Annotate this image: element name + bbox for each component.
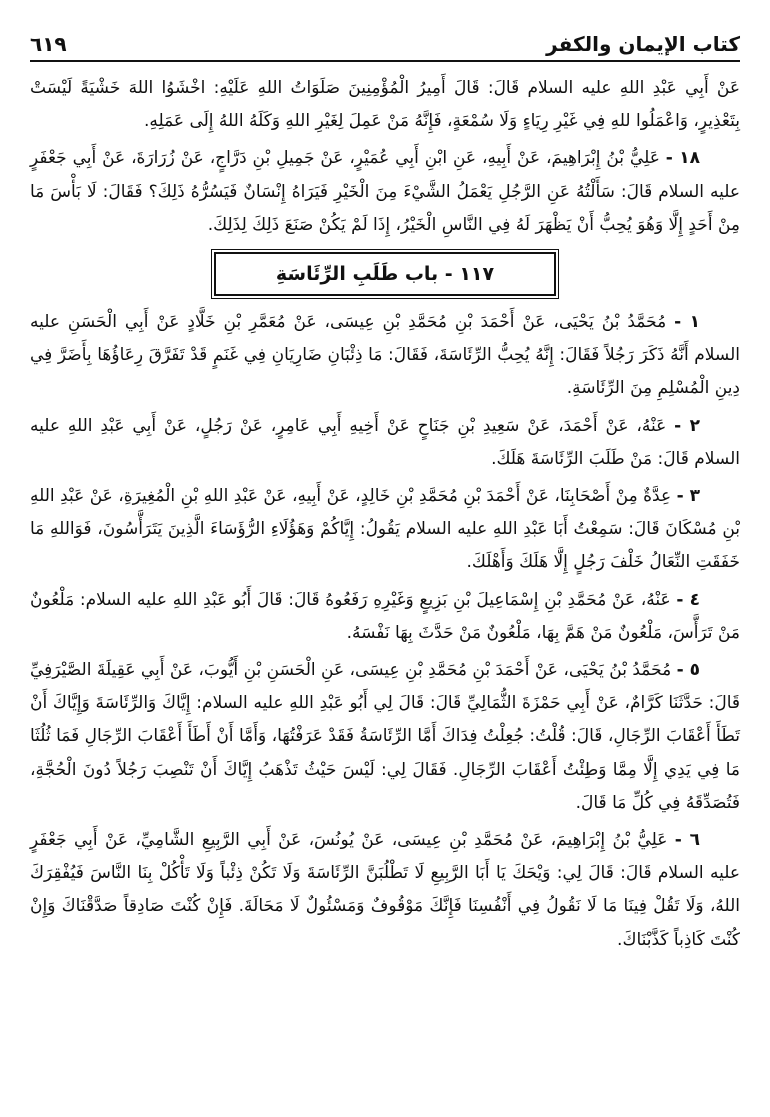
- hadith-number: ٥ -: [676, 660, 700, 681]
- page-body: [30, 72, 740, 961]
- hadith-paragraph: [30, 654, 740, 820]
- hadith-paragraph: [30, 824, 740, 957]
- page-header: [30, 20, 740, 56]
- hadith-paragraph: [30, 410, 740, 476]
- chapter-heading: ١١٧ - باب طَلَبِ الرِّئَاسَةِ: [214, 252, 556, 296]
- hadith-number: ١٨ -: [665, 148, 701, 169]
- hadith-number: ٢ -: [674, 415, 700, 436]
- hadith-text: عَنْهُ، عَنْ مُحَمَّدِ بْنِ إِسْمَاعِيلَ بْنِ بَزِيعٍ وَغَيْرِهِ رَفَعُوهُ قَالَ: قَالَ أَبُو عَبْدِ اللهِ عليه السلام: مَلْعُونٌ مَنْ تَرَأَّسَ، مَلْعُونٌ مَنْ هَمَّ بِهَا، مَلْعُونٌ مَنْ حَدَّثَ بِهَا نَفْسَهُ.: [30, 589, 740, 643]
- chapter-heading-wrap: [30, 252, 740, 296]
- hadith-paragraph: [30, 480, 740, 580]
- hadith-number: ٣ -: [676, 486, 700, 507]
- hadith-text: عَنْهُ، عَنْ أَحْمَدَ، عَنْ سَعِيدِ بْنِ جَنَاحٍ عَنْ أَخِيهِ أَبِي عَامِرٍ، عَنْ رَجُلٍ، عَنْ أَبِي عَبْدِ اللهِ عليه السلام قَالَ: مَنْ طَلَبَ الرِّئَاسَةَ هَلَكَ.: [30, 415, 740, 469]
- page-number: ٦١٩: [30, 32, 67, 56]
- hadith-paragraph: [30, 306, 740, 406]
- paragraph-text: عَنْ أَبِي عَبْدِ اللهِ عليه السلام قَالَ: قَالَ أَمِيرُ الْمُؤْمِنِينَ صَلَوَاتُ اللهِ عَلَيْهِ: اخْشَوُا اللهَ خَشْيَةً لَيْسَتْ بِتَعْذِيرٍ، وَاعْمَلُوا للهِ فِي غَيْرِ رِيَاءٍ وَلَا سُمْعَةٍ، فَإِنَّهُ مَنْ عَمِلَ لِغَيْرِ اللهِ وَكَلَهُ اللهُ إِلَى عَمَلِهِ.: [30, 78, 740, 132]
- hadith-text: عَلِيُّ بْنُ إِبْرَاهِيمَ، عَنْ مُحَمَّدِ بْنِ عِيسَى، عَنْ يُونُسَ، عَنْ أَبِي الرَّبِيعِ الشَّامِيِّ، عَنْ أَبِي جَعْفَرٍ عليه السلام قَالَ: قَالَ لِي: وَيْحَكَ يَا أَبَا الرَّبِيعِ لَا تَطْلُبَنَّ الرِّئَاسَةَ وَلَا تَكُنْ ذِئْباً وَلَا تَأْكُلْ بِنَا النَّاسَ فَيُفْقِرَكَ اللهُ، وَلَا تَقُلْ فِينَا مَا لَا نَقُولُ فِي أَنْفُسِنَا فَإِنَّكَ مَوْقُوفٌ وَمَسْئُولٌ لَا مَحَالَةَ. فَإِنْ كُنْتَ صَادِقاً صَدَّقْنَاكَ وَإِنْ كُنْتَ كَاذِباً كَذَّبْنَاكَ.: [30, 830, 740, 950]
- hadith-text: عَلِيُّ بْنُ إِبْرَاهِيمَ، عَنْ أَبِيهِ، عَنِ ابْنِ أَبِي عُمَيْرٍ، عَنْ جَمِيلِ بْنِ دَرَّاجٍ، عَنْ زُرَارَةَ، عَنْ أَبِي جَعْفَرٍ عليه السلام قَالَ: سَأَلْتُهُ عَنِ الرَّجُلِ يَعْمَلُ الشَّيْءَ مِنَ الْخَيْرِ فَيَرَاهُ إِنْسَانٌ فَيَسُرُّهُ ذَلِكَ؟ فَقَالَ: لَا بَأْسَ مَا مِنْ أَحَدٍ إِلَّا وَهُوَ يُحِبُّ أَنْ يَظْهَرَ لَهُ فِي النَّاسِ الْخَيْرُ، إِذَا لَمْ يَكُنْ صَنَعَ ذَلِكَ لِذَلِكَ.: [30, 148, 740, 235]
- hadith-text: عِدَّةٌ مِنْ أَصْحَابِنَا، عَنْ أَحْمَدَ بْنِ مُحَمَّدِ بْنِ خَالِدٍ، عَنْ أَبِيهِ، عَنْ عَبْدِ اللهِ بْنِ الْمُغِيرَةِ، عَنْ عَبْدِ اللهِ بْنِ مُسْكَانَ قَالَ: سَمِعْتُ أَبَا عَبْدِ اللهِ عليه السلام يَقُولُ: إِيَّاكُمْ وَهَؤُلَاءِ الرُّؤَسَاءَ الَّذِينَ يَتَرَأَّسُونَ، فَوَاللهِ مَا خَفَقَتِ النِّعَالُ خَلْفَ رَجُلٍ إِلَّا هَلَكَ وَأَهْلَكَ.: [30, 486, 740, 573]
- hadith-number: ٦ -: [674, 830, 701, 851]
- running-title: كتاب الإيمان والكفر: [546, 32, 740, 56]
- hadith-paragraph: [30, 584, 740, 650]
- hadith-number: ٤ -: [676, 589, 700, 610]
- text-paragraph: [30, 72, 740, 138]
- hadith-number: ١ -: [674, 312, 701, 333]
- hadith-text: مُحَمَّدُ بْنُ يَحْيَى، عَنْ أَحْمَدَ بْنِ مُحَمَّدِ بْنِ عِيسَى، عَنِ الْحَسَنِ بْنِ أَيُّوبَ، عَنْ أَبِي عَقِيلَةَ الصَّيْرَفِيِّ قَالَ: حَدَّثَنَا كَرَّامٌ، عَنْ أَبِي حَمْزَةَ الثُّمَالِيِّ قَالَ: قَالَ لِي أَبُو عَبْدِ اللهِ عليه السلام: إِيَّاكَ وَالرِّئَاسَةَ وَإِيَّاكَ أَنْ تَطَأَ أَعْقَابَ الرِّجَالِ، قَالَ: قُلْتُ: جُعِلْتُ فِدَاكَ أَمَّا الرِّئَاسَةُ فَقَدْ عَرَفْتُهَا، وَأَمَّا أَنْ أَطَأَ أَعْقَابَ الرِّجَالِ فَمَا ثُلُثَا مَا فِي يَدِي إِلَّا مِمَّا وَطِئْتُ أَعْقَابَ الرِّجَالِ. فَقَالَ لِي: لَيْسَ حَيْثُ تَذْهَبُ إِيَّاكَ أَنْ تَنْصِبَ رَجُلاً دُونَ الْحُجَّةِ، فَتُصَدِّقَهُ فِي كُلِّ مَا قَالَ.: [30, 660, 740, 813]
- hadith-paragraph: [30, 142, 740, 242]
- hadith-text: مُحَمَّدُ بْنُ يَحْيَى، عَنْ أَحْمَدَ بْنِ مُحَمَّدِ بْنِ عِيسَى، عَنْ مُعَمَّرِ بْنِ خَلَّادٍ عَنْ أَبِي الْحَسَنِ عليه السلام أَنَّهُ ذَكَرَ رَجُلاً فَقَالَ: إِنَّهُ يُحِبُّ الرِّئَاسَةَ، فَقَالَ: مَا ذِئْبَانِ ضَارِيَانِ فِي غَنَمٍ قَدْ تَفَرَّقَ رِعَاؤُهَا بِأَضَرَّ فِي دِينِ الْمُسْلِمِ مِنَ الرِّئَاسَةِ.: [30, 312, 740, 399]
- header-divider: [30, 60, 740, 62]
